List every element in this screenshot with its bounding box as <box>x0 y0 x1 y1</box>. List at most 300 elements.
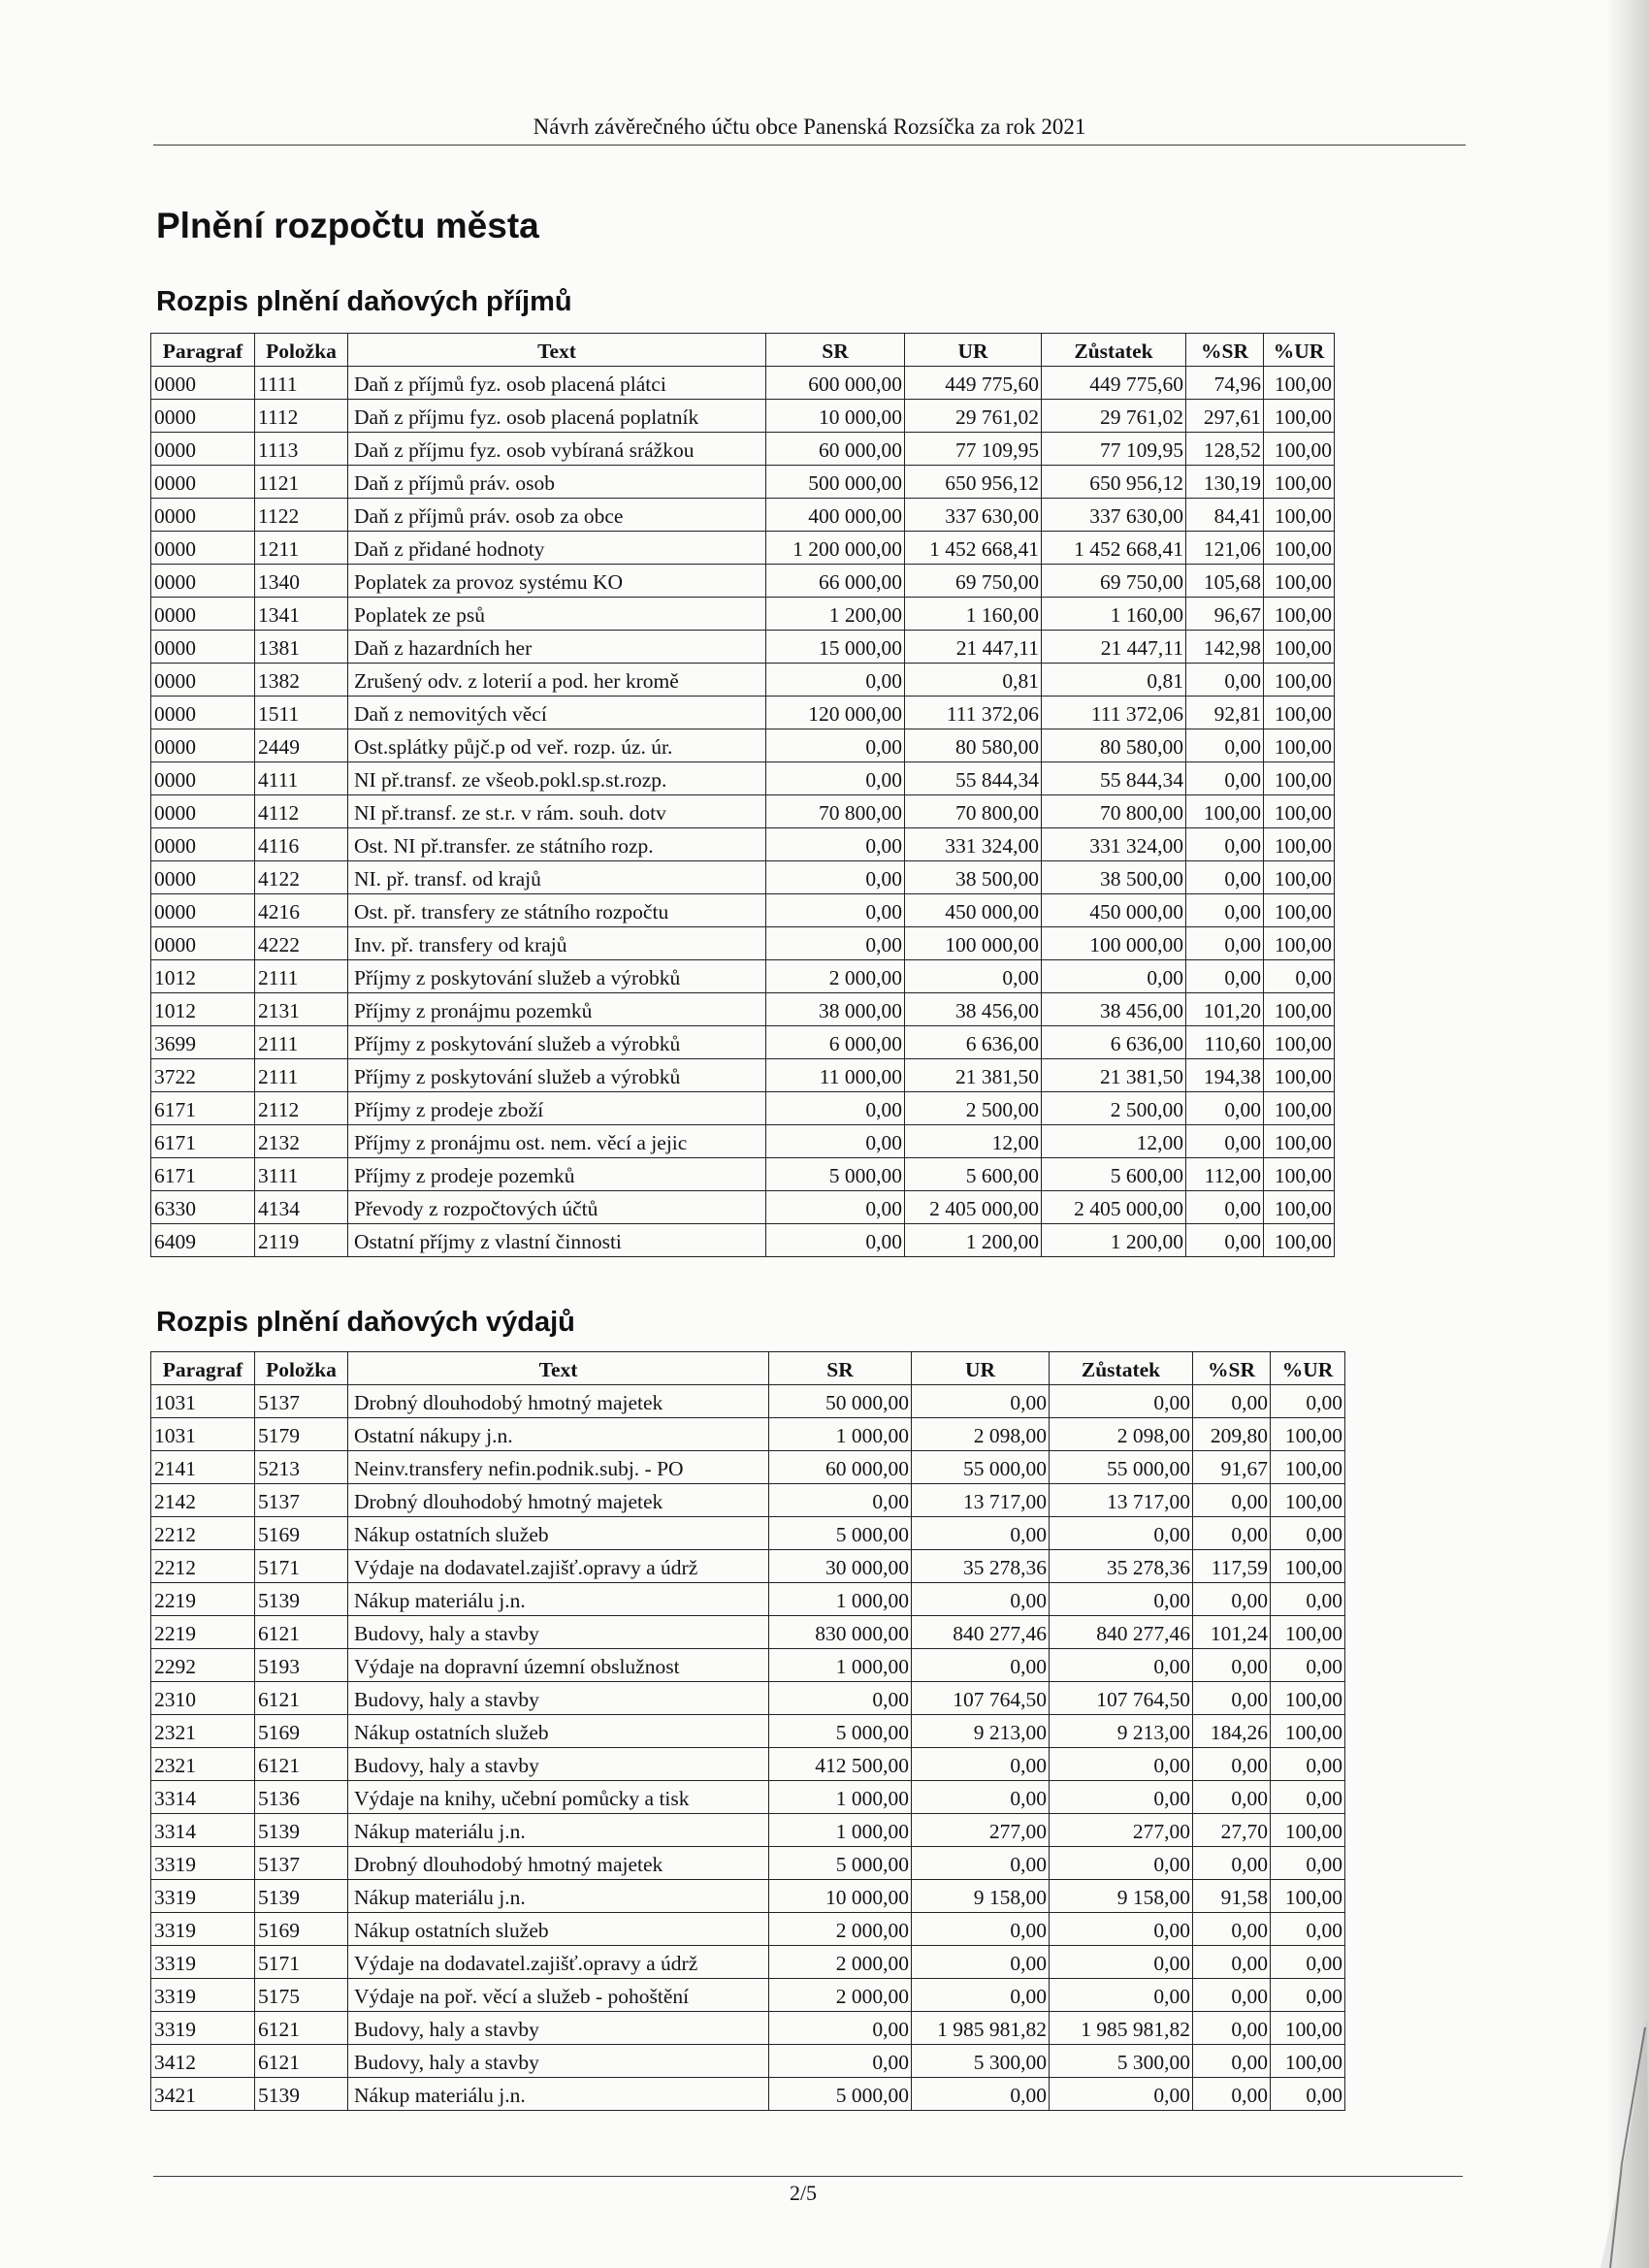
cell-pct-sr: 194,38 <box>1186 1059 1264 1092</box>
cell-paragraf: 0000 <box>151 499 255 532</box>
cell-paragraf: 3314 <box>151 1781 255 1814</box>
cell-paragraf: 0000 <box>151 697 255 729</box>
scan-edge-shadow <box>1606 0 1649 2268</box>
cell-ur: 13 717,00 <box>912 1484 1050 1517</box>
cell-zustatek: 1 985 981,82 <box>1050 2012 1193 2045</box>
cell-text: Ost.splátky půjč.p od veř. rozp. úz. úr. <box>348 729 766 762</box>
cell-zustatek: 0,00 <box>1050 1946 1193 1979</box>
cell-zustatek: 5 300,00 <box>1050 2045 1193 2078</box>
table-row <box>151 1059 1335 1092</box>
cell-paragraf: 0000 <box>151 795 255 828</box>
column-header-text: Text <box>348 1352 769 1385</box>
cell-polozka: 5139 <box>255 1583 348 1616</box>
cell-pct-ur: 100,00 <box>1271 2012 1345 2045</box>
cell-pct-sr: 0,00 <box>1193 1385 1271 1418</box>
cell-sr: 2 000,00 <box>769 1913 912 1946</box>
cell-pct-ur: 0,00 <box>1271 1748 1345 1781</box>
cell-sr: 0,00 <box>766 1224 905 1257</box>
cell-ur: 21 447,11 <box>905 631 1042 664</box>
cell-pct-ur: 100,00 <box>1264 631 1335 664</box>
cell-text: Budovy, haly a stavby <box>348 1616 769 1649</box>
cell-text: Budovy, haly a stavby <box>348 1682 769 1715</box>
cell-ur: 2 500,00 <box>905 1092 1042 1125</box>
cell-polozka: 1511 <box>255 697 348 729</box>
cell-pct-ur: 100,00 <box>1264 367 1335 400</box>
cell-ur: 69 750,00 <box>905 565 1042 598</box>
cell-pct-sr: 0,00 <box>1193 2078 1271 2111</box>
cell-text: Nákup ostatních služeb <box>348 1715 769 1748</box>
table-row <box>151 697 1335 729</box>
table-row <box>151 400 1335 433</box>
cell-polozka: 5137 <box>255 1847 348 1880</box>
cell-zustatek: 0,00 <box>1050 1748 1193 1781</box>
table-row <box>151 1092 1335 1125</box>
cell-paragraf: 0000 <box>151 664 255 697</box>
cell-pct-sr: 0,00 <box>1186 960 1264 993</box>
cell-pct-ur: 100,00 <box>1271 1418 1345 1451</box>
cell-polozka: 1381 <box>255 631 348 664</box>
page-title: Plnění rozpočtu města <box>156 206 539 245</box>
cell-polozka: 2131 <box>255 993 348 1026</box>
cell-pct-ur: 0,00 <box>1264 960 1335 993</box>
cell-ur: 9 213,00 <box>912 1715 1050 1748</box>
cell-paragraf: 3722 <box>151 1059 255 1092</box>
cell-sr: 0,00 <box>766 861 905 894</box>
cell-polozka: 1341 <box>255 598 348 631</box>
cell-zustatek: 21 381,50 <box>1042 1059 1186 1092</box>
cell-polozka: 5139 <box>255 1814 348 1847</box>
cell-ur: 0,00 <box>912 1847 1050 1880</box>
cell-ur: 0,81 <box>905 664 1042 697</box>
cell-sr: 1 000,00 <box>769 1814 912 1847</box>
cell-paragraf: 1012 <box>151 960 255 993</box>
cell-polozka: 5179 <box>255 1418 348 1451</box>
table-row <box>151 1385 1345 1418</box>
cell-zustatek: 0,00 <box>1050 2078 1193 2111</box>
cell-pct-ur: 100,00 <box>1271 1814 1345 1847</box>
cell-polozka: 5171 <box>255 1550 348 1583</box>
cell-ur: 1 200,00 <box>905 1224 1042 1257</box>
cell-paragraf: 1031 <box>151 1418 255 1451</box>
cell-text: Daň z příjmu fyz. osob vybíraná srážkou <box>348 433 766 466</box>
cell-ur: 331 324,00 <box>905 828 1042 861</box>
table-row <box>151 1484 1345 1517</box>
cell-zustatek: 35 278,36 <box>1050 1550 1193 1583</box>
cell-zustatek: 80 580,00 <box>1042 729 1186 762</box>
cell-text: Převody z rozpočtových účtů <box>348 1191 766 1224</box>
cell-ur: 1 160,00 <box>905 598 1042 631</box>
cell-polozka: 2119 <box>255 1224 348 1257</box>
table-row <box>151 729 1335 762</box>
cell-paragraf: 0000 <box>151 433 255 466</box>
expenses-table <box>150 1351 1345 2111</box>
cell-text: Výdaje na poř. věcí a služeb - pohoštění <box>348 1979 769 2012</box>
cell-pct-ur: 0,00 <box>1271 1517 1345 1550</box>
table-row <box>151 828 1335 861</box>
cell-polozka: 5169 <box>255 1913 348 1946</box>
cell-sr: 600 000,00 <box>766 367 905 400</box>
cell-ur: 9 158,00 <box>912 1880 1050 1913</box>
cell-zustatek: 100 000,00 <box>1042 927 1186 960</box>
cell-ur: 0,00 <box>912 2078 1050 2111</box>
cell-pct-sr: 91,67 <box>1193 1451 1271 1484</box>
cell-polozka: 1211 <box>255 532 348 565</box>
cell-paragraf: 3319 <box>151 1913 255 1946</box>
cell-pct-sr: 112,00 <box>1186 1158 1264 1191</box>
cell-text: Příjmy z poskytování služeb a výrobků <box>348 1059 766 1092</box>
cell-polozka: 6121 <box>255 1748 348 1781</box>
cell-zustatek: 650 956,12 <box>1042 466 1186 499</box>
cell-pct-sr: 0,00 <box>1186 1191 1264 1224</box>
cell-pct-sr: 0,00 <box>1193 1946 1271 1979</box>
table-row <box>151 1224 1335 1257</box>
table-row <box>151 1158 1335 1191</box>
cell-pct-ur: 100,00 <box>1271 1451 1345 1484</box>
cell-pct-ur: 100,00 <box>1264 1026 1335 1059</box>
cell-ur: 0,00 <box>912 1781 1050 1814</box>
cell-text: Budovy, haly a stavby <box>348 2012 769 2045</box>
cell-pct-sr: 0,00 <box>1186 729 1264 762</box>
table-row <box>151 1847 1345 1880</box>
cell-ur: 0,00 <box>912 1583 1050 1616</box>
cell-pct-ur: 100,00 <box>1264 828 1335 861</box>
cell-sr: 0,00 <box>769 2012 912 2045</box>
cell-pct-sr: 110,60 <box>1186 1026 1264 1059</box>
cell-zustatek: 5 600,00 <box>1042 1158 1186 1191</box>
cell-pct-ur: 100,00 <box>1264 795 1335 828</box>
table-row <box>151 1946 1345 1979</box>
cell-polozka: 2111 <box>255 1059 348 1092</box>
cell-pct-ur: 100,00 <box>1264 664 1335 697</box>
cell-pct-sr: 105,68 <box>1186 565 1264 598</box>
table-row <box>151 433 1335 466</box>
cell-sr: 400 000,00 <box>766 499 905 532</box>
cell-sr: 1 000,00 <box>769 1781 912 1814</box>
cell-pct-ur: 100,00 <box>1271 1616 1345 1649</box>
cell-text: Nákup ostatních služeb <box>348 1913 769 1946</box>
cell-ur: 29 761,02 <box>905 400 1042 433</box>
cell-zustatek: 840 277,46 <box>1050 1616 1193 1649</box>
cell-paragraf: 0000 <box>151 828 255 861</box>
cell-pct-ur: 0,00 <box>1271 1583 1345 1616</box>
cell-pct-sr: 74,96 <box>1186 367 1264 400</box>
table-row <box>151 2045 1345 2078</box>
cell-pct-sr: 209,80 <box>1193 1418 1271 1451</box>
cell-sr: 1 200,00 <box>766 598 905 631</box>
cell-pct-ur: 100,00 <box>1264 433 1335 466</box>
cell-polozka: 5213 <box>255 1451 348 1484</box>
cell-pct-ur: 100,00 <box>1271 2045 1345 2078</box>
cell-sr: 120 000,00 <box>766 697 905 729</box>
cell-text: Ostatní příjmy z vlastní činnosti <box>348 1224 766 1257</box>
cell-paragraf: 3319 <box>151 1946 255 1979</box>
cell-polozka: 2111 <box>255 1026 348 1059</box>
cell-pct-ur: 100,00 <box>1264 1224 1335 1257</box>
cell-paragraf: 3699 <box>151 1026 255 1059</box>
cell-text: Neinv.transfery nefin.podnik.subj. - PO <box>348 1451 769 1484</box>
cell-polozka: 1113 <box>255 433 348 466</box>
cell-polozka: 6121 <box>255 1616 348 1649</box>
cell-paragraf: 3319 <box>151 1979 255 2012</box>
table-row <box>151 795 1335 828</box>
scan-edge-streak <box>1562 2018 1649 2268</box>
cell-sr: 0,00 <box>766 1092 905 1125</box>
cell-polozka: 1111 <box>255 367 348 400</box>
cell-pct-ur: 100,00 <box>1271 1880 1345 1913</box>
cell-pct-sr: 0,00 <box>1193 2045 1271 2078</box>
cell-sr: 0,00 <box>766 894 905 927</box>
cell-paragraf: 0000 <box>151 861 255 894</box>
table-row <box>151 664 1335 697</box>
cell-paragraf: 0000 <box>151 532 255 565</box>
table-row <box>151 1550 1345 1583</box>
cell-sr: 0,00 <box>769 1682 912 1715</box>
cell-paragraf: 0000 <box>151 762 255 795</box>
cell-paragraf: 6171 <box>151 1158 255 1191</box>
cell-ur: 70 800,00 <box>905 795 1042 828</box>
cell-pct-ur: 100,00 <box>1271 1715 1345 1748</box>
cell-paragraf: 3319 <box>151 2012 255 2045</box>
cell-zustatek: 0,00 <box>1050 1847 1193 1880</box>
cell-polozka: 5171 <box>255 1946 348 1979</box>
cell-polozka: 5136 <box>255 1781 348 1814</box>
cell-paragraf: 3314 <box>151 1814 255 1847</box>
cell-sr: 30 000,00 <box>769 1550 912 1583</box>
cell-zustatek: 38 500,00 <box>1042 861 1186 894</box>
cell-pct-ur: 100,00 <box>1264 1059 1335 1092</box>
cell-text: Příjmy z pronájmu ost. nem. věcí a jejic <box>348 1125 766 1158</box>
cell-pct-sr: 0,00 <box>1193 1682 1271 1715</box>
cell-sr: 1 000,00 <box>769 1649 912 1682</box>
cell-ur: 337 630,00 <box>905 499 1042 532</box>
cell-text: Zrušený odv. z loterií a pod. her kromě <box>348 664 766 697</box>
cell-polozka: 4112 <box>255 795 348 828</box>
cell-paragraf: 3319 <box>151 1847 255 1880</box>
cell-zustatek: 0,81 <box>1042 664 1186 697</box>
cell-polozka: 1121 <box>255 466 348 499</box>
cell-ur: 2 098,00 <box>912 1418 1050 1451</box>
cell-text: Ost. NI př.transfer. ze státního rozp. <box>348 828 766 861</box>
cell-polozka: 4216 <box>255 894 348 927</box>
cell-ur: 2 405 000,00 <box>905 1191 1042 1224</box>
cell-ur: 450 000,00 <box>905 894 1042 927</box>
table-row <box>151 927 1335 960</box>
cell-pct-ur: 0,00 <box>1271 1781 1345 1814</box>
cell-paragraf: 6330 <box>151 1191 255 1224</box>
cell-ur: 1 452 668,41 <box>905 532 1042 565</box>
cell-zustatek: 1 452 668,41 <box>1042 532 1186 565</box>
cell-ur: 38 456,00 <box>905 993 1042 1026</box>
cell-ur: 0,00 <box>912 1748 1050 1781</box>
cell-zustatek: 331 324,00 <box>1042 828 1186 861</box>
cell-zustatek: 13 717,00 <box>1050 1484 1193 1517</box>
cell-pct-ur: 100,00 <box>1264 466 1335 499</box>
cell-text: Výdaje na dopravní územní obslužnost <box>348 1649 769 1682</box>
table-row <box>151 1125 1335 1158</box>
cell-paragraf: 0000 <box>151 894 255 927</box>
cell-pct-ur: 100,00 <box>1264 1158 1335 1191</box>
cell-sr: 60 000,00 <box>766 433 905 466</box>
cell-zustatek: 0,00 <box>1050 1517 1193 1550</box>
cell-pct-sr: 96,67 <box>1186 598 1264 631</box>
column-header-ur: UR <box>912 1352 1050 1385</box>
cell-polozka: 1382 <box>255 664 348 697</box>
cell-pct-sr: 0,00 <box>1186 762 1264 795</box>
cell-text: Budovy, haly a stavby <box>348 1748 769 1781</box>
table-row <box>151 1191 1335 1224</box>
cell-ur: 38 500,00 <box>905 861 1042 894</box>
table-row <box>151 1517 1345 1550</box>
cell-paragraf: 0000 <box>151 729 255 762</box>
cell-sr: 0,00 <box>766 729 905 762</box>
cell-text: Výdaje na dodavatel.zajišť.opravy a údrž <box>348 1550 769 1583</box>
cell-pct-sr: 0,00 <box>1186 894 1264 927</box>
cell-pct-sr: 297,61 <box>1186 400 1264 433</box>
cell-text: Daň z nemovitých věcí <box>348 697 766 729</box>
cell-zustatek: 9 213,00 <box>1050 1715 1193 1748</box>
table-row <box>151 1026 1335 1059</box>
cell-ur: 55 000,00 <box>912 1451 1050 1484</box>
column-header-pct-ur: %UR <box>1271 1352 1345 1385</box>
column-header-paragraf: Paragraf <box>151 334 255 367</box>
cell-pct-ur: 100,00 <box>1264 1125 1335 1158</box>
cell-pct-sr: 0,00 <box>1193 1748 1271 1781</box>
cell-text: Daň z příjmů práv. osob za obce <box>348 499 766 532</box>
cell-text: Daň z příjmů fyz. osob placená plátci <box>348 367 766 400</box>
cell-polozka: 4111 <box>255 762 348 795</box>
cell-zustatek: 0,00 <box>1050 1385 1193 1418</box>
cell-zustatek: 55 844,34 <box>1042 762 1186 795</box>
cell-pct-sr: 27,70 <box>1193 1814 1271 1847</box>
cell-zustatek: 12,00 <box>1042 1125 1186 1158</box>
table-row <box>151 1682 1345 1715</box>
cell-paragraf: 3421 <box>151 2078 255 2111</box>
cell-ur: 0,00 <box>912 1913 1050 1946</box>
cell-text: Ost. př. transfery ze státního rozpočtu <box>348 894 766 927</box>
cell-polozka: 4134 <box>255 1191 348 1224</box>
cell-text: Daň z příjmů práv. osob <box>348 466 766 499</box>
table-row <box>151 2012 1345 2045</box>
cell-sr: 5 000,00 <box>769 1517 912 1550</box>
cell-pct-sr: 117,59 <box>1193 1550 1271 1583</box>
cell-ur: 77 109,95 <box>905 433 1042 466</box>
cell-pct-sr: 128,52 <box>1186 433 1264 466</box>
cell-polozka: 3111 <box>255 1158 348 1191</box>
cell-pct-sr: 0,00 <box>1193 1583 1271 1616</box>
table-row <box>151 1418 1345 1451</box>
cell-sr: 0,00 <box>769 2045 912 2078</box>
cell-text: Poplatek za provoz systému KO <box>348 565 766 598</box>
cell-text: Poplatek ze psů <box>348 598 766 631</box>
cell-polozka: 6121 <box>255 2012 348 2045</box>
table-row <box>151 894 1335 927</box>
cell-pct-sr: 91,58 <box>1193 1880 1271 1913</box>
cell-ur: 650 956,12 <box>905 466 1042 499</box>
table-row <box>151 1451 1345 1484</box>
cell-ur: 0,00 <box>912 1517 1050 1550</box>
cell-polozka: 4116 <box>255 828 348 861</box>
table-row <box>151 993 1335 1026</box>
cell-pct-sr: 0,00 <box>1193 1517 1271 1550</box>
cell-pct-sr: 184,26 <box>1193 1715 1271 1748</box>
cell-pct-sr: 0,00 <box>1193 1781 1271 1814</box>
cell-pct-sr: 130,19 <box>1186 466 1264 499</box>
cell-sr: 11 000,00 <box>766 1059 905 1092</box>
table-row <box>151 1715 1345 1748</box>
cell-sr: 2 000,00 <box>769 1979 912 2012</box>
cell-ur: 840 277,46 <box>912 1616 1050 1649</box>
column-header-text: Text <box>348 334 766 367</box>
table-row <box>151 1583 1345 1616</box>
cell-pct-sr: 121,06 <box>1186 532 1264 565</box>
table-row <box>151 1649 1345 1682</box>
table-row <box>151 466 1335 499</box>
cell-pct-ur: 100,00 <box>1264 1092 1335 1125</box>
cell-paragraf: 0000 <box>151 598 255 631</box>
cell-pct-ur: 0,00 <box>1271 1847 1345 1880</box>
page-number: 2/5 <box>789 2181 818 2205</box>
cell-zustatek: 2 500,00 <box>1042 1092 1186 1125</box>
table-row <box>151 1880 1345 1913</box>
cell-pct-sr: 0,00 <box>1186 1092 1264 1125</box>
cell-pct-ur: 100,00 <box>1264 993 1335 1026</box>
cell-text: Daň z hazardních her <box>348 631 766 664</box>
cell-sr: 6 000,00 <box>766 1026 905 1059</box>
cell-zustatek: 2 405 000,00 <box>1042 1191 1186 1224</box>
cell-text: Výdaje na dodavatel.zajišť.opravy a údrž <box>348 1946 769 1979</box>
cell-sr: 60 000,00 <box>769 1451 912 1484</box>
cell-paragraf: 0000 <box>151 466 255 499</box>
cell-pct-ur: 0,00 <box>1271 1913 1345 1946</box>
cell-text: NI př.transf. ze st.r. v rám. souh. dotv <box>348 795 766 828</box>
cell-polozka: 1112 <box>255 400 348 433</box>
income-section-heading: Rozpis plnění daňových příjmů <box>156 286 572 317</box>
table-row <box>151 1979 1345 2012</box>
cell-pct-ur: 100,00 <box>1264 927 1335 960</box>
cell-pct-sr: 101,20 <box>1186 993 1264 1026</box>
header-rule <box>153 145 1466 146</box>
cell-paragraf: 2321 <box>151 1715 255 1748</box>
cell-zustatek: 277,00 <box>1050 1814 1193 1847</box>
cell-paragraf: 2212 <box>151 1517 255 1550</box>
table-row <box>151 960 1335 993</box>
cell-sr: 0,00 <box>766 1125 905 1158</box>
cell-sr: 5 000,00 <box>766 1158 905 1191</box>
cell-zustatek: 2 098,00 <box>1050 1418 1193 1451</box>
cell-polozka: 5193 <box>255 1649 348 1682</box>
cell-pct-ur: 100,00 <box>1264 565 1335 598</box>
cell-pct-ur: 100,00 <box>1264 1191 1335 1224</box>
cell-ur: 21 381,50 <box>905 1059 1042 1092</box>
cell-sr: 50 000,00 <box>769 1385 912 1418</box>
cell-pct-ur: 100,00 <box>1264 499 1335 532</box>
cell-polozka: 5175 <box>255 1979 348 2012</box>
cell-sr: 70 800,00 <box>766 795 905 828</box>
cell-text: Nákup ostatních služeb <box>348 1517 769 1550</box>
cell-ur: 12,00 <box>905 1125 1042 1158</box>
cell-ur: 5 600,00 <box>905 1158 1042 1191</box>
cell-pct-sr: 0,00 <box>1186 664 1264 697</box>
cell-sr: 10 000,00 <box>766 400 905 433</box>
cell-pct-ur: 100,00 <box>1264 697 1335 729</box>
cell-paragraf: 3319 <box>151 1880 255 1913</box>
table-row <box>151 2078 1345 2111</box>
cell-zustatek: 69 750,00 <box>1042 565 1186 598</box>
cell-pct-ur: 0,00 <box>1271 1385 1345 1418</box>
cell-paragraf: 0000 <box>151 565 255 598</box>
cell-ur: 277,00 <box>912 1814 1050 1847</box>
cell-polozka: 5139 <box>255 2078 348 2111</box>
